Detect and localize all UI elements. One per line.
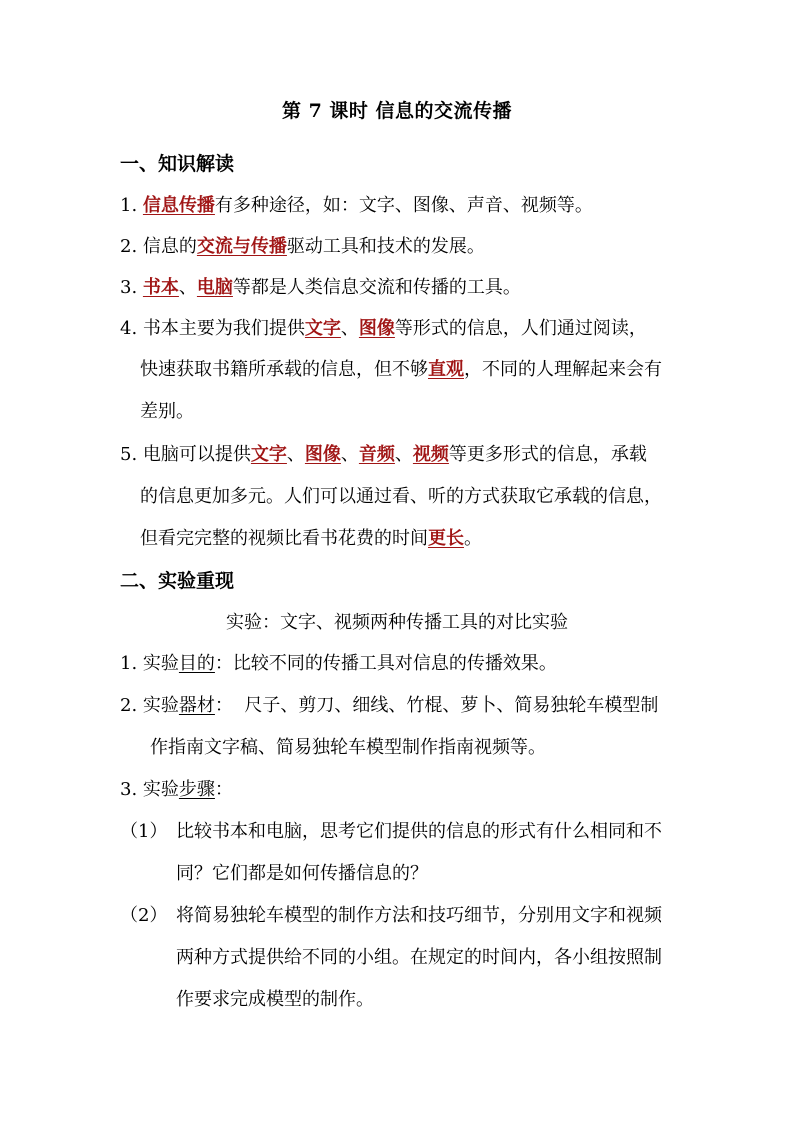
keyword: 信息传播 xyxy=(142,195,215,216)
knowledge-item-3 xyxy=(120,275,700,301)
underlined-term: 步骤 xyxy=(178,779,215,800)
keyword: 直观 xyxy=(428,359,464,380)
item-text: 。 xyxy=(464,528,482,549)
item-number: 1. xyxy=(120,195,138,216)
item-text: ，不同的人理解起来会有 xyxy=(464,359,662,380)
item-text: 实验 xyxy=(142,779,179,800)
keyword: 图像 xyxy=(304,444,341,465)
step-text: 将简易独轮车模型的制作方法和技巧细节，分别用文字和视频 xyxy=(176,905,662,926)
item-text: 实验 xyxy=(142,695,179,716)
item-text: 、 xyxy=(340,318,359,339)
page-title: 第 7 课时 信息的交流传播 xyxy=(281,100,513,122)
step-text: 比较书本和电脑，思考它们提供的信息的形式有什么相同和不 xyxy=(176,821,662,842)
experiment-step-1-line2: 同？它们都是如何传播信息的？ xyxy=(176,863,428,884)
item-text: ：比较不同的传播工具对信息的传播效果。 xyxy=(214,653,557,674)
item-text: 、 xyxy=(178,277,197,298)
underlined-term: 器材 xyxy=(178,695,215,716)
item-text: ： 尺子、剪刀、细线、竹棍、萝卜、简易独轮车模型制 xyxy=(214,695,659,716)
item-text: 、 xyxy=(340,444,359,465)
knowledge-item-1 xyxy=(120,193,700,219)
section2-heading: 二、实验重现 xyxy=(120,570,235,592)
section1-heading: 一、知识解读 xyxy=(120,153,235,175)
knowledge-item-4-line2 xyxy=(140,357,720,383)
item-number: 2. xyxy=(120,236,138,257)
experiment-item-1 xyxy=(120,651,700,677)
experiment-step-2-line3: 作要求完成模型的制作。 xyxy=(176,989,374,1010)
item-number: 3. xyxy=(120,779,138,800)
item-number: 5. xyxy=(120,444,138,465)
item-text: 驱动工具和技术的发展。 xyxy=(286,236,485,257)
item-number: 4. xyxy=(120,318,138,339)
item-text: 实验 xyxy=(142,653,179,674)
item-text: 、 xyxy=(394,444,413,465)
keyword: 更长 xyxy=(428,528,464,549)
item-text: ： xyxy=(214,779,233,800)
item-number: 1. xyxy=(120,653,138,674)
experiment-item-2 xyxy=(120,693,700,719)
item-text: 等形式的信息，人们通过阅读， xyxy=(394,318,647,339)
keyword: 书本 xyxy=(142,277,179,298)
keyword: 电脑 xyxy=(196,277,233,298)
item-text: 信息的 xyxy=(142,236,197,257)
knowledge-item-5 xyxy=(120,442,700,468)
experiment-subtitle: 实验：文字、视频两种传播工具的对比实验 xyxy=(226,612,568,633)
keyword: 图像 xyxy=(358,318,395,339)
item-text: 、 xyxy=(286,444,305,465)
keyword: 文字 xyxy=(250,444,287,465)
keyword: 交流与传播 xyxy=(196,236,287,257)
knowledge-item-4-line3: 差别。 xyxy=(140,401,194,422)
item-text: 电脑可以提供 xyxy=(142,444,251,465)
keyword: 文字 xyxy=(304,318,341,339)
keyword: 视频 xyxy=(412,444,449,465)
underlined-term: 目的 xyxy=(178,653,215,674)
knowledge-item-4 xyxy=(120,316,700,342)
step-label: （1） xyxy=(120,821,168,842)
item-number: 2. xyxy=(120,695,138,716)
experiment-item-3 xyxy=(120,777,700,803)
item-text: 等都是人类信息交流和传播的工具。 xyxy=(232,277,521,298)
item-text: 但看完完整的视频比看书花费的时间 xyxy=(140,528,428,549)
keyword: 音频 xyxy=(358,444,395,465)
knowledge-item-5-line3 xyxy=(140,526,720,552)
item-text: 有多种途径，如：文字、图像、声音、视频等。 xyxy=(214,195,593,216)
knowledge-item-2 xyxy=(120,234,700,260)
step-label: （2） xyxy=(120,905,168,926)
item-text: 书本主要为我们提供 xyxy=(142,318,305,339)
item-number: 3. xyxy=(120,277,138,298)
experiment-step-2-line2: 两种方式提供给不同的小组。在规定的时间内，各小组按照制 xyxy=(176,947,662,968)
experiment-step-2 xyxy=(120,903,700,929)
item-text: 快速获取书籍所承载的信息，但不够 xyxy=(140,359,428,380)
item-text: 等更多形式的信息，承载 xyxy=(448,444,647,465)
knowledge-item-5-line2: 的信息更加多元。人们可以通过看、听的方式获取它承载的信息， xyxy=(140,486,662,507)
experiment-item-2-line2: 作指南文字稿、简易独轮车模型制作指南视频等。 xyxy=(150,737,546,758)
experiment-step-1 xyxy=(120,819,700,845)
